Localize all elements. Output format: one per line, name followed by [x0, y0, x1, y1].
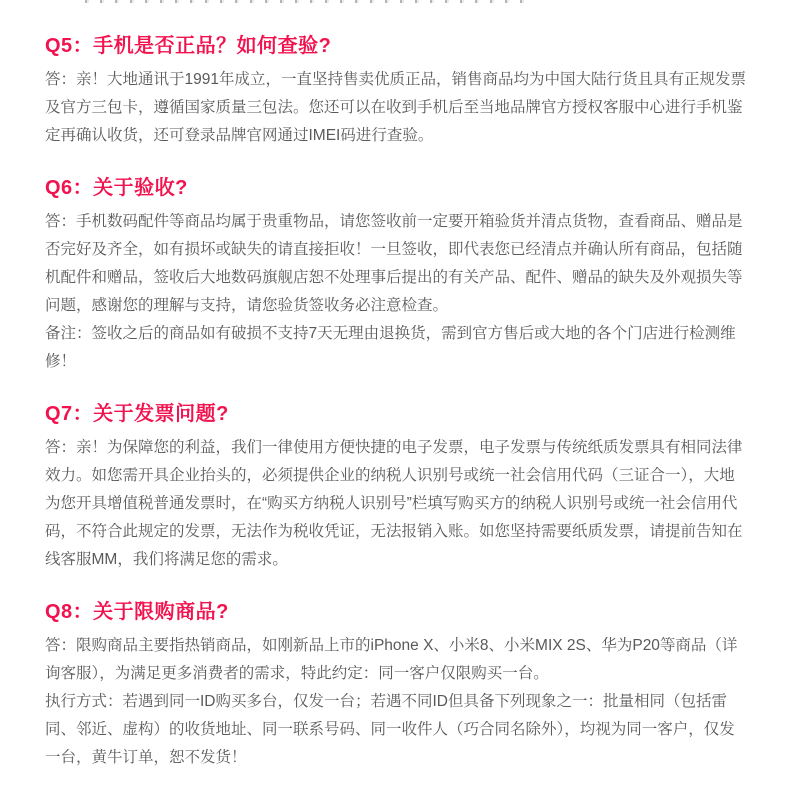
clipped-top-line — [45, 0, 748, 5]
faq-section-q7 — [45, 403, 748, 574]
faq-answer-q8: 答：限购商品主要指热销商品，如刚新品上市的iPhone X、小米8、小米MIX 2S、华为P20等商品（详询客服），为满足更多消费者的需求，特此约定：同一客户仅限购买一台。 — [45, 637, 738, 682]
faq-answer-q5: 答：亲！大地通讯于1991年成立，一直坚持售卖优质正品，销售商品均为中国大陆行货且具有正规发票及官方三包卡，遵循国家质量三包法。您还可以在收到手机后至当地品牌官方授权客服中心进行手机鉴定再确认收货，还可登录品牌官网通过IMEI码进行查验。 — [45, 71, 746, 144]
faq-question-q7: Q7：关于发票问题? — [45, 403, 229, 425]
faq-answer-q7: 答：亲！为保障您的利益，我们一律使用方便快捷的电子发票，电子发票与传统纸质发票具有相同法律效力。如您需开具企业抬头的，必须提供企业的纳税人识别号或统一社会信用代码（三证合一），大地为您开具增值税普通发票时，在“购买方纳税人识别号”栏填写购买方的纳税人识别号或统一社会信用代码，不符合此规定的发票，无法作为税收凭证，无法报销入账。如您坚持需要纸质发票，请提前告知在线客服MM，我们将满足您的需求。 — [45, 439, 743, 568]
faq-question-q6: Q6：关于验收? — [45, 177, 188, 199]
faq-question-q5: Q5：手机是否正品？如何查验? — [45, 35, 332, 57]
faq-section-q8 — [45, 601, 748, 772]
faq-question-q8: Q8：关于限购商品? — [45, 601, 229, 623]
clipped-text-fragments — [85, 0, 525, 3]
faq-section-q6 — [45, 177, 748, 376]
faq-answer-q6: 答：手机数码配件等商品均属于贵重物品，请您签收前一定要开箱验货并清点货物，查看商品、赠品是否完好及齐全，如有损坏或缺失的请直接拒收！一旦签收，即代表您已经清点并确认所有商品，包括随机配件和赠品，签收后大地数码旗舰店恕不处理事后提出的有关产品、配件、赠品的缺失及外观损失等问题，感谢您的理解与支持，请您验货签收务必注意检查。 — [45, 213, 743, 314]
faq-answer-q6-note: 备注：签收之后的商品如有破损不支持7天无理由退换货，需到官方售后或大地的各个门店进行检测维修！ — [45, 325, 736, 370]
faq-section-q5 — [45, 35, 748, 150]
faq-answer-q8-execution: 执行方式：若遇到同一ID购买多台，仅发一台；若遇不同ID但具备下列现象之一：批量相同（包括雷同、邻近、虚构）的收货地址、同一联系号码、同一收件人（巧合同名除外），均视为同一客户，仅发一台，黄牛订单，恕不发货！ — [45, 693, 735, 766]
